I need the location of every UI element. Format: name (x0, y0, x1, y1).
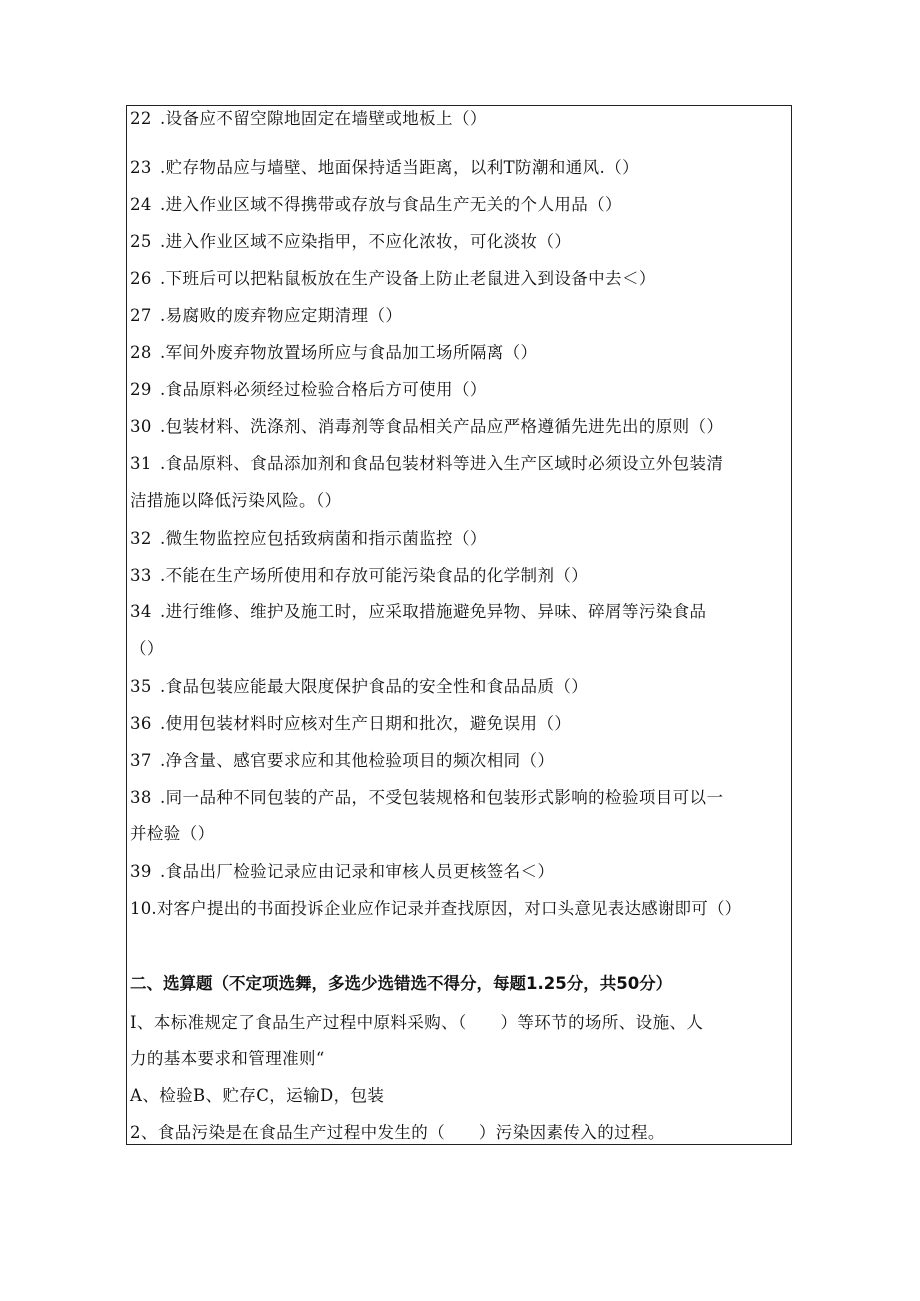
question-31: 31 .食品原料、食品添加剂和食品包装材料等进入生产区域时必须设立外包装清 (130, 454, 724, 473)
question-38: 38 .同一品种不同包装的产品，不受包装规格和包装形式影响的检验项目可以一 (130, 788, 724, 807)
question-36: 36 .使用包装材料时应核对生产日期和批次，避免误用（） (130, 714, 572, 733)
question-40: 10.对客户提出的书面投诉企业应作记录并查找原因，对口头意见表达感谢即可（） (130, 899, 742, 918)
question-22: 22 .设备应不留空隙地固定在墙壁或地板上（） (130, 109, 487, 128)
question-28: 28 .军间外废弃物放置场所应与食品加工场所隔离（） (130, 343, 538, 362)
question-33: 33 .不能在生产场所使用和存放可能污染食品的化学制剂（） (130, 566, 589, 585)
question-25: 25 .进入作业区域不应染指甲，不应化浓妆，可化淡妆（） (130, 232, 572, 251)
question-27: 27 .易腐败的废弃物应定期清理（） (130, 306, 403, 325)
question-34: 34 .进行维修、维护及施工时，应采取措施避免异物、异味、碎屑等污染食品 (130, 602, 707, 621)
question-35: 35 .食品包装应能最大限度保护食品的安全性和食品品质（） (130, 677, 589, 696)
question-34-continued: （） (130, 639, 164, 658)
question-24: 24 .进入作业区域不得携带或存放与食品生产无关的个人用品（） (130, 195, 622, 214)
question-29: 29 .食品原料必须经过检验合格后方可使用（） (130, 380, 487, 399)
question-39: 39 .食品出厂检验记录应由记录和审核人员更核签名＜） (130, 862, 555, 881)
mc-question-1-continued: 力的基本要求和管理准则“ (130, 1049, 325, 1068)
section-2-heading: 二、选算题（不定项选舞，多选少选错选不得分，每题1.25分，共50分） (130, 974, 673, 993)
question-32: 32 .微生物监控应包括致病菌和指示菌监控（） (130, 529, 487, 548)
question-30: 30 .包装材料、洗涤剂、消毒剂等食品相关产品应严格遵循先进先出的原则（） (130, 417, 724, 436)
question-31-continued: 洁措施以降低污染风险。（） (130, 491, 342, 510)
mc-question-1-options: A、检验B、贮存C，运输D，包装 (130, 1086, 385, 1105)
mc-question-1: I、本标准规定了食品生产过程中原料采购、（ ）等环节的场所、设施、人 (130, 1013, 704, 1032)
mc-question-2: 2、食品污染是在食品生产过程中发生的（ ）污染因素传入的过程。 (130, 1123, 665, 1142)
question-38-continued: 并检验（） (130, 824, 215, 843)
question-37: 37 .净含量、感官要求应和其他检验项目的频次相同（） (130, 751, 555, 770)
question-26: 26 .下班后可以把粘鼠板放在生产设备上防止老鼠进入到设备中去＜） (130, 269, 656, 288)
question-23: 23 .贮存物品应与墙壁、地面保持适当距离，以利T防潮和通风.（） (130, 158, 639, 177)
